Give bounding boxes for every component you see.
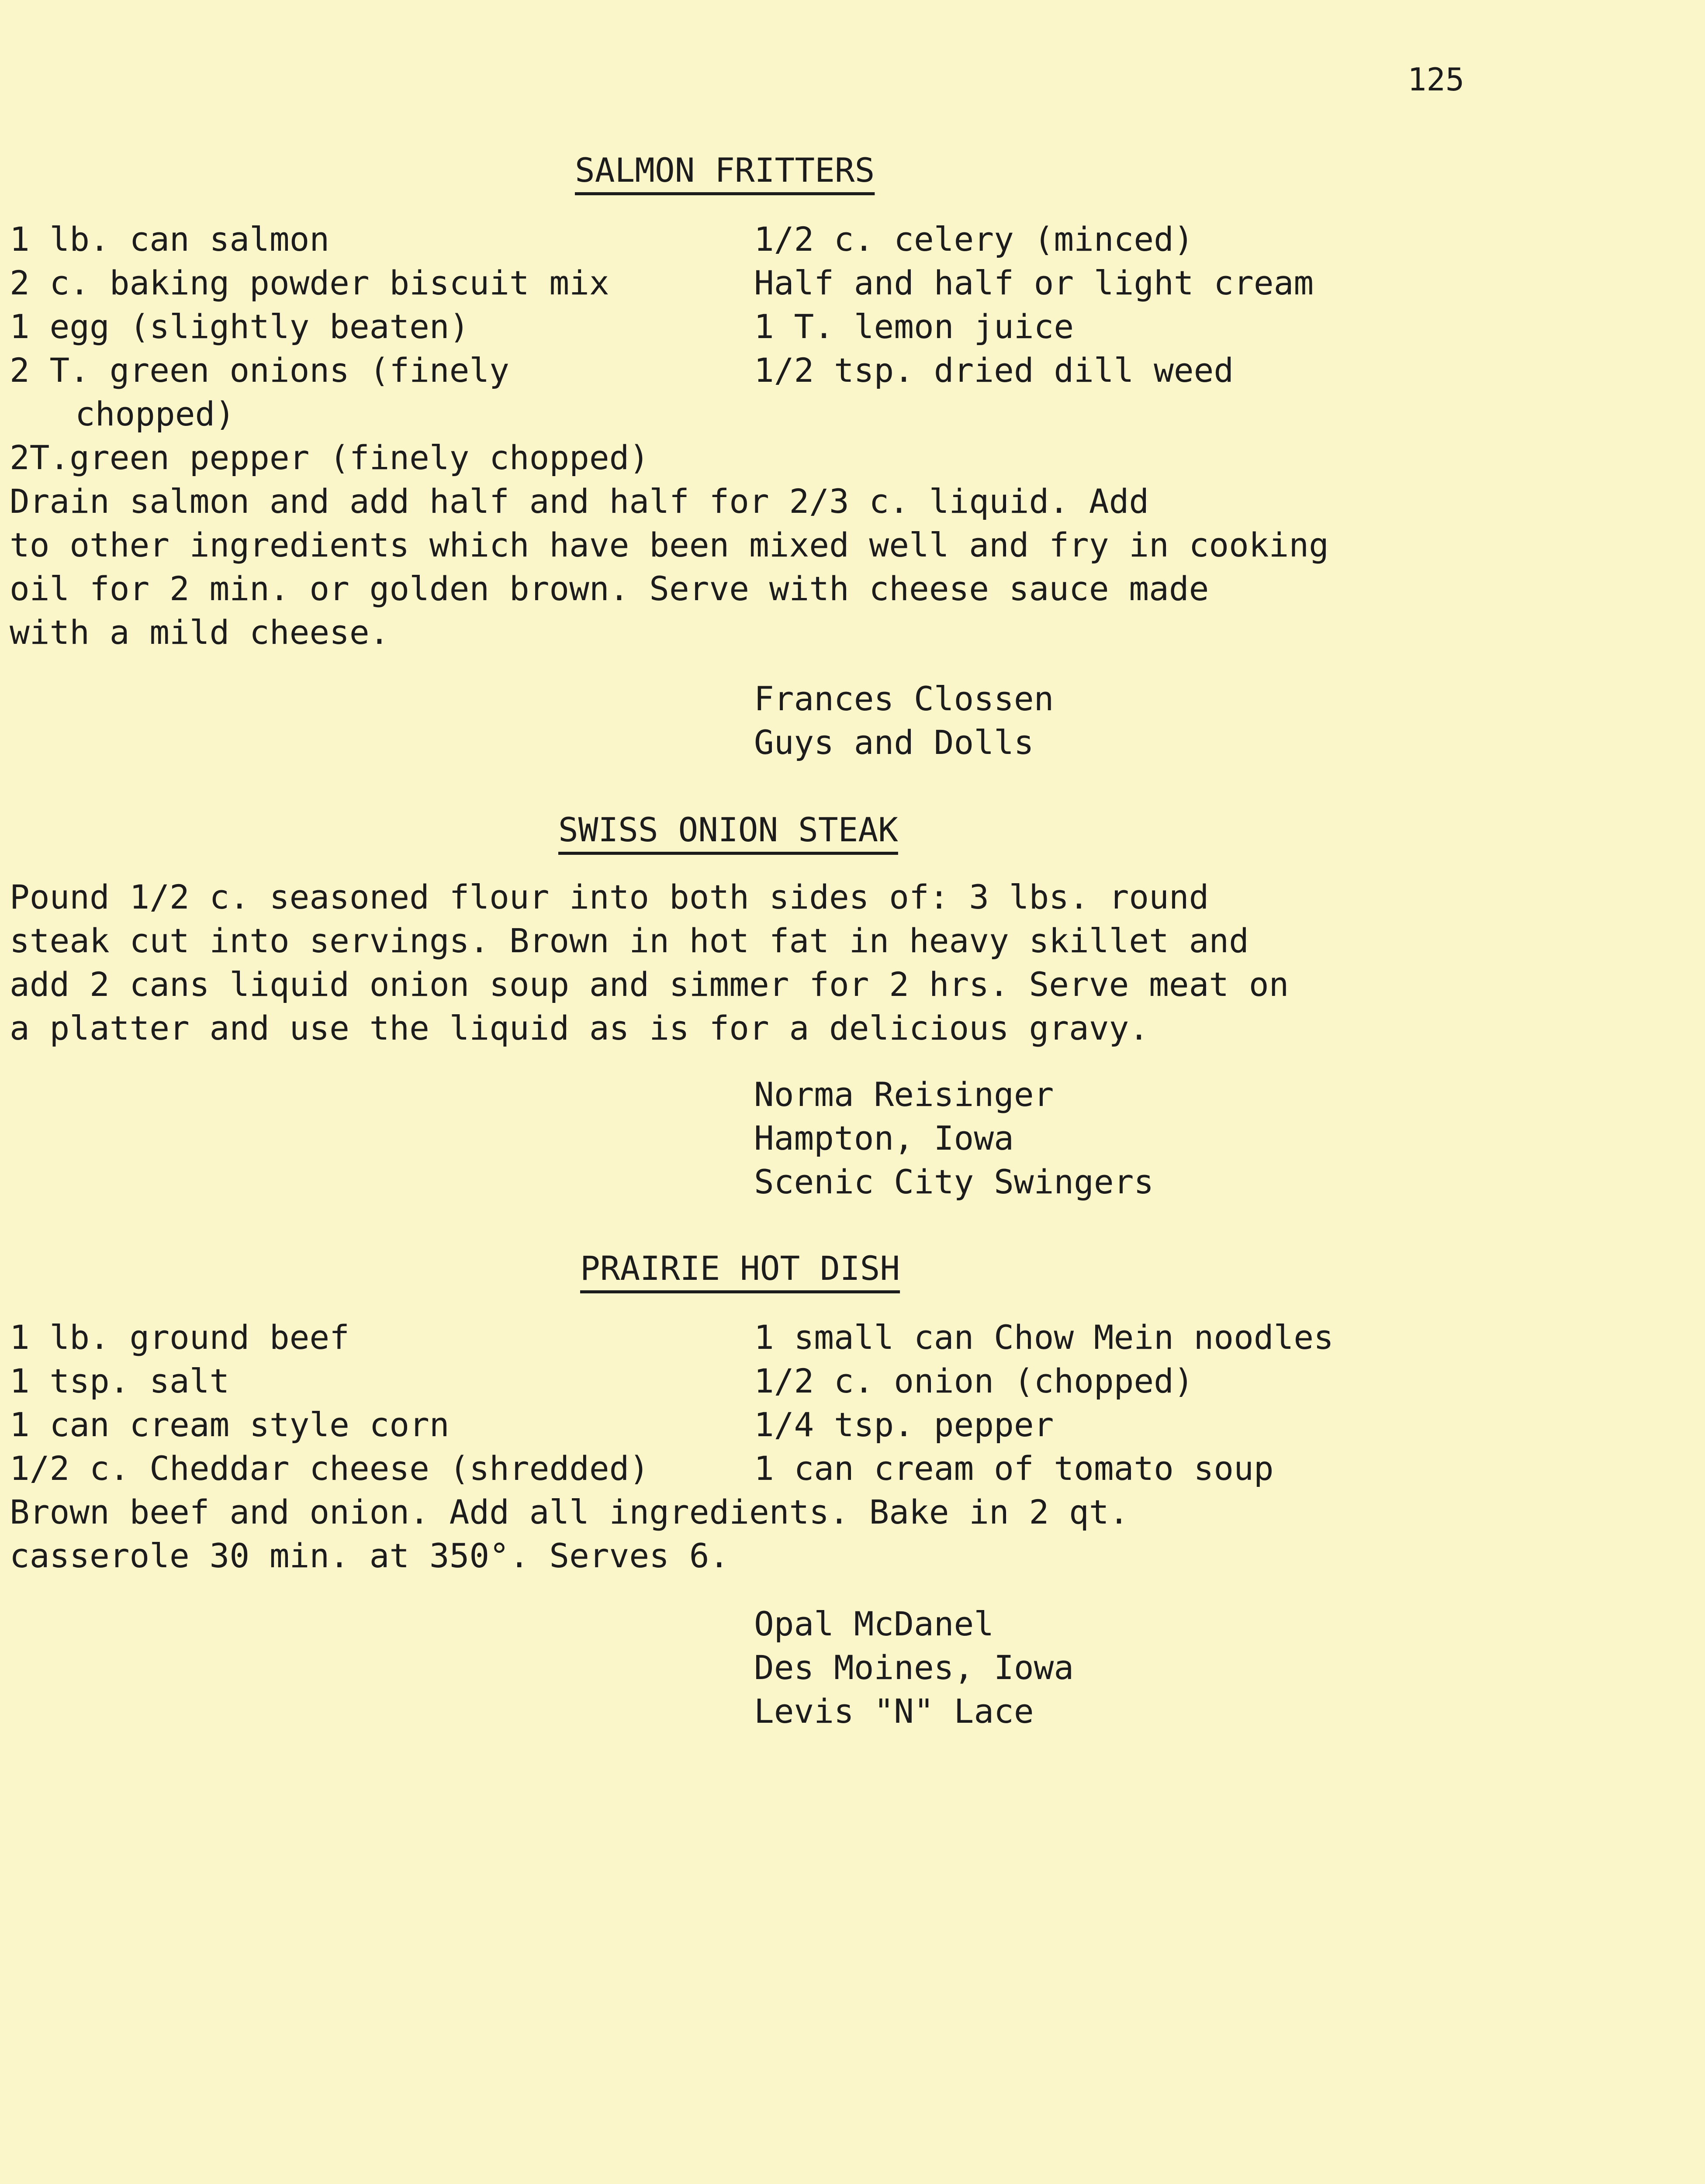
credit-location: Hampton, Iowa <box>754 1119 1014 1158</box>
directions-prairie <box>10 1490 1504 1578</box>
direction-line: steak cut into servings. Brown in hot fat in heavy skillet and <box>10 921 1249 960</box>
ingredient-line: 1 can cream style corn <box>10 1405 450 1444</box>
direction-line: add 2 cans liquid onion soup and simmer for 2 hrs. Serve meat on <box>10 965 1289 1004</box>
ingredients-right-prairie <box>754 1316 1334 1490</box>
ingredient-line: 2 c. baking powder biscuit mix <box>10 263 609 302</box>
direction-line: with a mild cheese. <box>10 613 390 652</box>
ingredient-line: 1/2 tsp. dried dill weed <box>754 351 1234 390</box>
ingredient-line: 1/2 c. Cheddar cheese (shredded) <box>10 1449 650 1488</box>
ingredient-line: 1/4 tsp. pepper <box>754 1405 1054 1444</box>
ingredient-line: 1 can cream of tomato soup <box>754 1449 1274 1488</box>
ingredient-line: 1 lb. can salmon <box>10 220 330 259</box>
ingredient-line: 2T.green pepper (finely chopped) <box>10 438 650 477</box>
ingredient-line: 1/2 c. celery (minced) <box>754 220 1194 259</box>
ingredient-line: 2 T. green onions (finely <box>10 351 509 390</box>
direction-line: Drain salmon and add half and half for 2/3 c. liquid. Add <box>10 482 1149 521</box>
directions-swiss-steak <box>10 875 1504 1050</box>
direction-line: oil for 2 min. or golden brown. Serve with cheese sauce made <box>10 569 1209 608</box>
credit-name: Norma Reisinger <box>754 1075 1054 1114</box>
recipe-title-salmon-fritters: SALMON FRITTERS <box>575 151 875 190</box>
credit-name: Opal McDanel <box>754 1604 994 1643</box>
page-number: 125 <box>1408 61 1465 98</box>
ingredient-line: 1 T. lemon juice <box>754 307 1074 346</box>
credit-club: Levis "N" Lace <box>754 1692 1034 1731</box>
ingredient-line: 1 small can Chow Mein noodles <box>754 1318 1334 1357</box>
recipe-title-prairie-hot-dish: PRAIRIE HOT DISH <box>580 1249 900 1288</box>
ingredient-line: Half and half or light cream <box>754 263 1314 302</box>
credit-club: Guys and Dolls <box>754 723 1034 762</box>
recipe-title-swiss-onion-steak: SWISS ONION STEAK <box>558 810 898 849</box>
direction-line: a platter and use the liquid as is for a delicious gravy. <box>10 1009 1149 1047</box>
ingredient-line: chopped) <box>75 394 235 433</box>
directions-salmon <box>10 480 1504 654</box>
ingredient-line: 1 egg (slightly beaten) <box>10 307 470 346</box>
direction-line: Pound 1/2 c. seasoned flour into both sides of: 3 lbs. round <box>10 878 1209 916</box>
ingredients-left-prairie <box>10 1316 649 1490</box>
ingredient-line: 1 lb. ground beef <box>10 1318 349 1357</box>
credit-prairie <box>754 1602 1074 1733</box>
credit-location: Des Moines, Iowa <box>754 1648 1074 1687</box>
ingredients-left-salmon <box>10 218 649 480</box>
direction-line: casserole 30 min. at 350°. Serves 6. <box>10 1536 730 1575</box>
credit-name: Frances Clossen <box>754 679 1054 718</box>
direction-line: to other ingredients which have been mixed well and fry in cooking <box>10 525 1329 564</box>
ingredient-line: 1/2 c. onion (chopped) <box>754 1362 1194 1400</box>
credit-swiss-steak <box>754 1073 1154 1204</box>
direction-line: Brown beef and onion. Add all ingredients. Bake in 2 qt. <box>10 1493 1129 1531</box>
credit-salmon <box>754 677 1054 764</box>
ingredient-line: 1 tsp. salt <box>10 1362 230 1400</box>
ingredients-right-salmon <box>754 218 1314 392</box>
credit-club: Scenic City Swingers <box>754 1162 1154 1201</box>
